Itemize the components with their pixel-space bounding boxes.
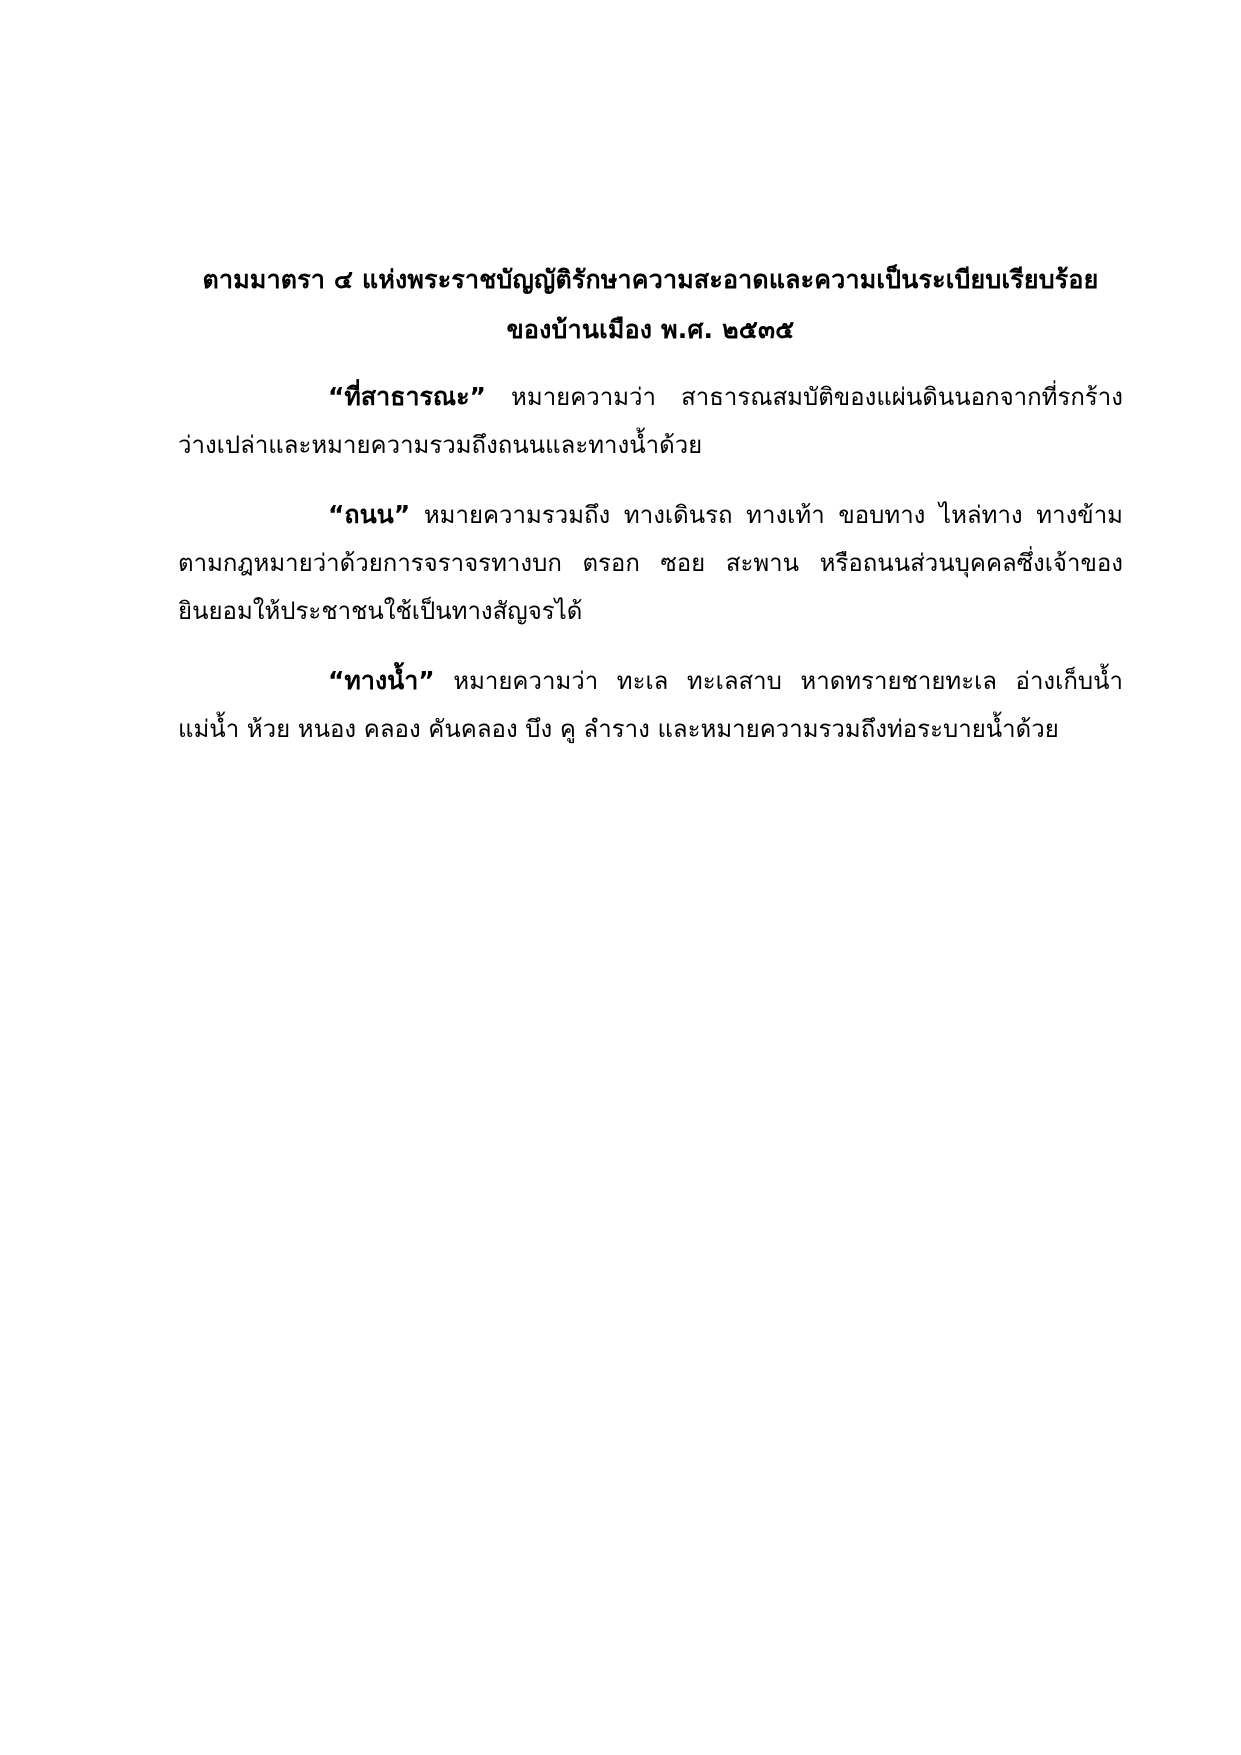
definition-term: “ทางน้ำ” [328,666,435,695]
definition-road [178,491,1123,635]
title-line-1: ตามมาตรา ๔ แห่งพระราชบัญญัติรักษาความสะอาดและความเป็นระเบียบเรียบร้อย [202,265,1099,294]
title-line-2: ของบ้านเมือง พ.ศ. ๒๕๓๕ [506,315,795,344]
definition-text: หมายความรวมถึง ทางเดินรถ ทางเท้า ขอบทาง ไหล่ทาง ทางข้ามตามกฎหมายว่าด้วยการจราจรทางบก ตรอก ซอย สะพาน หรือถนนส่วนบุคคลซึ่งเจ้าของยินยอมให้ประชาชนใช้เป็นทางสัญจรได้ [178,501,1123,625]
document-title [178,255,1123,355]
document-body [178,255,1123,753]
definition-text: หมายความว่า ทะเล ทะเลสาบ หาดทรายชายทะเล อ่างเก็บน้ำ แม่น้ำ ห้วย หนอง คลอง คันคลอง บึง คู ลำราง และหมายความรวมถึงท่อระบายน้ำด้วย [178,667,1123,743]
definition-waterway [178,657,1123,753]
definition-text: หมายความว่า สาธารณสมบัติของแผ่นดินนอกจากที่รกร้างว่างเปล่าและหมายความรวมถึงถนนและทางน้ำด้วย [178,383,1123,459]
definition-term: “ที่สาธารณะ” [328,382,486,411]
definition-public-place [178,373,1123,469]
definition-term: “ถนน” [328,500,411,529]
